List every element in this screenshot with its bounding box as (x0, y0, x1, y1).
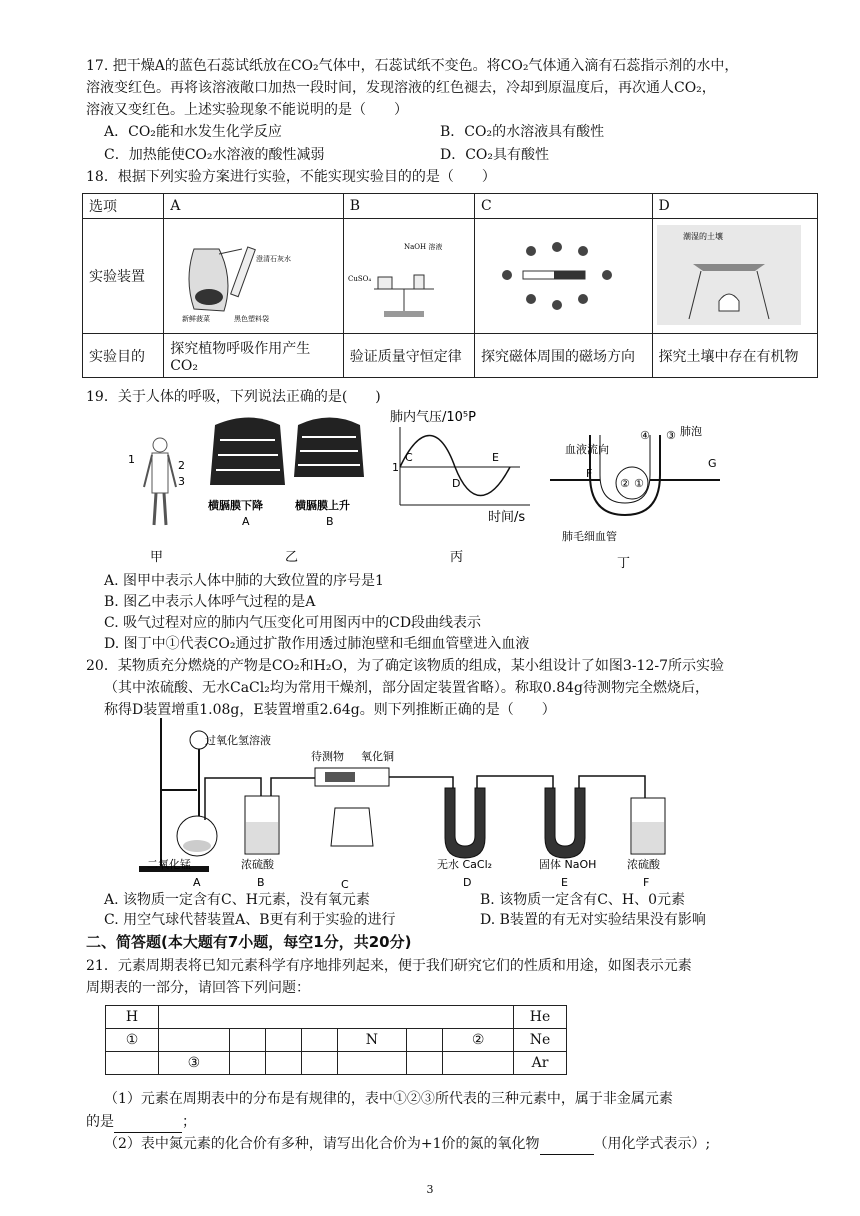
q17-option-b: B．CO₂的水溶液具有酸性 (440, 124, 605, 140)
yi-letter-b: B (326, 515, 334, 528)
letter-e: E (561, 876, 568, 889)
bing-point-c: C (405, 451, 413, 464)
ding-num-4: ④ (640, 429, 650, 442)
letter-c: C (341, 878, 349, 890)
bing-point-e: E (492, 451, 499, 464)
caption-jia: 甲 (150, 550, 164, 565)
q20-line3: 称得D装置增重1.08g，E装置增重2.64g。则下列推断正确的是（ ） (104, 702, 556, 718)
q18-device-label: 实验装置 (83, 219, 164, 334)
q20-option-d: D. B装置的有无对实验结果没有影响 (480, 912, 706, 928)
letter-a: A (193, 876, 201, 889)
jia-num-3: 3 (178, 475, 185, 488)
yi-a-label: 横膈膜下降 (208, 499, 263, 512)
q21-part1-line2: 的是 ； (86, 1112, 196, 1133)
section-2-heading: 二、简答题(本大题有7小题，每空1分，共20分) (86, 933, 412, 951)
q17-line2: 溶液变红色。再将该溶液敞口加热一段时间，发现溶液的红色褪去，冷却到原温度后，再次通人CO₂， (86, 80, 716, 96)
q20-option-c: C. 用空气球代替装置A、B更有利于实验的进行 (104, 912, 396, 928)
mno2-label: 二氧化锰 (147, 858, 191, 871)
q18-header-option: 选项 (83, 194, 164, 219)
q18-stem: 18．根据下列实验方案进行实验，不能实现实验目的的是（ ） (86, 169, 496, 185)
q18-header-d: D (652, 194, 817, 219)
q20-line1: 20．某物质充分燃烧的产物是CO₂和H₂O，为了确定该物质的组成，某小组设计了如图3-12-7所示实验 (86, 658, 725, 674)
letter-b: B (257, 876, 265, 889)
bing-point-d: D (452, 477, 461, 490)
cell-h: H (106, 1006, 159, 1029)
yi-b-label: 横膈膜上升 (295, 499, 350, 512)
q18-header-b: B (343, 194, 474, 219)
ding-g-label: G (708, 457, 717, 470)
q18-table (82, 193, 818, 378)
q19-option-a: A. 图甲中表示人体中肺的大致位置的序号是1 (104, 573, 384, 589)
q18-goal-c: 探究磁体周围的磁场方向 (475, 334, 652, 378)
page-number: 3 (426, 1183, 434, 1196)
q18-device-d (652, 219, 817, 334)
bing-tick-1: 1 (392, 461, 399, 474)
b-naoh-label: NaOH 溶液 (403, 243, 443, 251)
ding-alveolus-label: 肺泡 (680, 425, 702, 438)
cuo-label: 氧化铜 (361, 750, 394, 763)
periodic-table-fragment (105, 1005, 567, 1075)
q18-goal-d: 探究土壤中存在有机物 (652, 334, 817, 378)
q18-goal-label: 实验目的 (83, 334, 164, 378)
answer-blank-1[interactable] (114, 1112, 182, 1133)
q19-stem: 19．关于人体的呼吸，下列说法正确的是( ) (86, 389, 381, 405)
magnet-compass-figure (475, 219, 639, 329)
jia-num-1: 1 (128, 453, 135, 466)
balance-figure (344, 219, 462, 329)
q20-option-b: B. 该物质一定含有C、H、0元素 (480, 892, 686, 908)
q18-header-c: C (475, 194, 652, 219)
caption-bing: 丙 (450, 550, 464, 565)
q21-line2: 周期表的一部分，请回答下列问题： (86, 980, 310, 996)
plant-bag-figure (164, 219, 330, 329)
cell-ne: Ne (514, 1029, 567, 1052)
caption-yi: 乙 (285, 550, 299, 565)
naoh-label: 固体 NaOH (539, 858, 597, 871)
q19-option-c: C. 吸气过程对应的肺内气压变化可用图丙中的CD段曲线表示 (104, 615, 482, 631)
q21-line1: 21．元素周期表将已知元素科学有序地排列起来，便于我们研究它们的性质和用途，如图表示元素 (86, 958, 692, 974)
d-soil-label: 潮湿的土壤 (682, 232, 723, 241)
ding-flow-label: 血液流向 (565, 443, 609, 456)
a-spinach-label: 新鲜菠菜 (182, 315, 211, 323)
ding-f-label: F (586, 467, 593, 480)
q20-line2: （其中浓硫酸、无水CaCl₂均为常用干燥剂，部分固定装置省略）。称取0.84g待测物完全燃烧后， (104, 680, 709, 696)
ding-num-1: ① (634, 477, 644, 490)
sample-label: 待测物 (311, 750, 344, 763)
h2o2-label: 过氧化氢溶液 (205, 734, 271, 747)
q19-option-b: B. 图乙中表示人体呼气过程的是A (104, 594, 316, 610)
a-bag-label: 黑色塑料袋 (234, 315, 270, 323)
soil-heating-figure (653, 219, 805, 329)
caption-ding: 丁 (617, 556, 631, 570)
jia-num-2: 2 (178, 459, 185, 472)
cell-ar: Ar (514, 1052, 567, 1075)
answer-blank-2[interactable] (540, 1134, 594, 1155)
q17-option-a: A．CO₂能和水发生化学反应 (104, 124, 282, 140)
q17-option-d: D．CO₂具有酸性 (440, 147, 550, 163)
q18-device-b (343, 219, 474, 334)
q17-line1: 17. 把干燥A的蓝色石蕊试纸放在CO₂气体中，石蕊试纸不变色。将CO₂气体通入滴有石蕊指示剂的水中， (86, 58, 739, 74)
ding-num-3: ③ (666, 429, 676, 442)
ding-capillary-label: 肺毛细血管 (562, 530, 617, 543)
q20-apparatus-figure (135, 718, 675, 890)
b-cuso4-label: CuSO₄ (347, 275, 371, 283)
q17-option-c: C．加热能使CO₂水溶液的酸性减弱 (104, 147, 325, 163)
cell-2: ② (443, 1029, 514, 1052)
q21-part1-line1: （1）元素在周期表中的分布是有规律的，表中①②③所代表的三种元素中，属于非金属元素 (104, 1091, 673, 1107)
bing-y-label: 肺内气压/10⁵P (390, 410, 476, 425)
figure-ding-alveolus (550, 424, 720, 543)
h2so4-label: 浓硫酸 (241, 858, 274, 871)
q20-option-a: A. 该物质一定含有C、H元素，没有氧元素 (104, 892, 370, 908)
figure-bing-graph (390, 409, 530, 525)
cell-he: He (514, 1006, 567, 1029)
letter-d: D (463, 876, 472, 889)
q18-goal-b: 验证质量守恒定律 (343, 334, 474, 378)
cacl2-label: 无水 CaCl₂ (437, 858, 493, 871)
a-lime-water-label: 澄清石灰水 (256, 255, 292, 263)
cell-3: ③ (159, 1052, 230, 1075)
q21-part2: （2）表中氮元素的化合价有多种，请写出化合价为+1价的氮的氧化物 （用化学式表示）; (104, 1134, 710, 1155)
q17-line3: 溶液又变红色。上述实验现象不能说明的是（ ） (86, 102, 408, 118)
cell-1: ① (106, 1029, 159, 1052)
figure-yi-ribcages (207, 418, 364, 529)
q18-device-a (164, 219, 343, 334)
q19-figure (120, 405, 740, 570)
q18-goal-a: 探究植物呼吸作用产生CO₂ (164, 334, 343, 378)
q19-option-d: D. 图丁中①代表CO₂通过扩散作用透过肺泡壁和毛细血管壁进入血液 (104, 636, 530, 652)
letter-f: F (643, 876, 650, 889)
yi-letter-a: A (242, 515, 250, 528)
ding-num-2: ② (620, 477, 630, 490)
h2so4b-label: 浓硫酸 (627, 858, 660, 871)
figure-jia-body (128, 438, 185, 525)
q18-device-c (475, 219, 652, 334)
bing-x-label: 时间/s (488, 510, 526, 525)
cell-n: N (337, 1029, 407, 1052)
q18-header-a: A (164, 194, 343, 219)
